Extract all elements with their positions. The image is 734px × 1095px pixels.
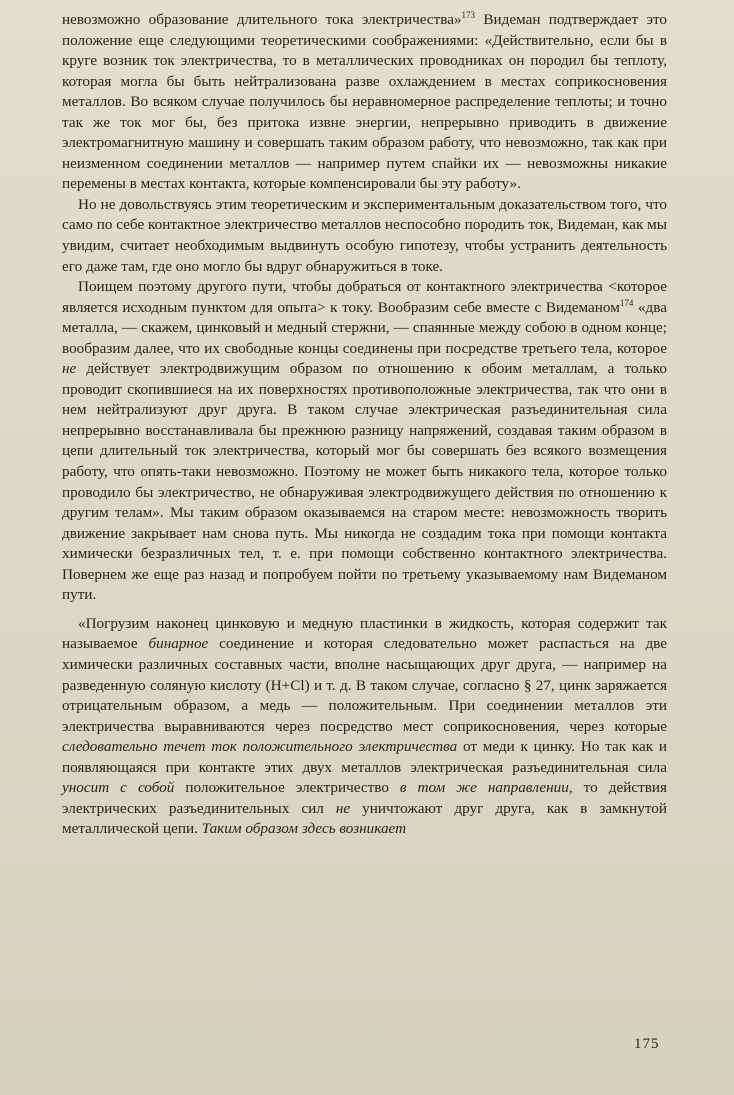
italic-text: следовательно течет ток положительного электричества	[62, 738, 458, 756]
text-run: Поищем поэтому другого пути, чтобы добраться от контактного электричества <которое является исходным пунктом для опыта> к току. Вообразим себе вместе с Видеманом	[62, 278, 667, 316]
footnote-ref: 173	[461, 9, 476, 20]
text-run: действует электродвижущим образом по отношению к обоим металлам, а только проводит скопившиеся на их поверхностях противоположные электричества, так что они в нем нейтрализуют друг друга. В таком случае электрическая разъединительная сила непрерывно восстанавливала бы прежнюю разницу напряжений, создавая таким образом в цепи длительный ток электричества, который мог бы совершать без всякого возмещения работу, что опять-таки невозможно. Поэтому не может быть никакого тела, которое только проводило бы электричество, не обнаруживая электродвижущего действия по отношению к другим телам». Мы таким образом оказываемся на старом месте: невозможность творить движение закрывает нам снова путь. Мы никогда не создадим тока при помощи контакта химически безразличных тел, т. е. при помощи собственно контактного электричества. Повернем же еще раз назад и попробуем пойти по третьему указываемому нам Видеманом пути.	[62, 360, 667, 604]
text-run: Но не довольствуясь этим теоретическим и экспериментальным доказательством того, что само по себе контактное электричество металлов неспособно породить ток, Видеман, как мы увидим, считает необходимым выдвинуть особую гипотезу, чтобы устранить деятельность его даже там, где оно могло бы вдруг обнаружиться в токе.	[62, 195, 667, 275]
italic-text: не	[62, 360, 77, 378]
text-run: Видеман подтверждает это положение еще следующими теоретическими соображениями: «Действительно, если бы в круге возник ток электричества, то в металлических проводниках он породил бы теплоту, которая могла бы быть нейтрализована разве охлаждением в местах соприкосновения металлов. Во всяком случае получилось бы неравномерное распределение теплоты; и точно так же ток мог бы, без притока извне энергии, непрерывно приводить в движение электромагнитную машину и совершать таким образом работу, что невозможно, так как при неизменном соединении металлов — например путем спайки их — невозможны никакие перемены в местах контакта, которые компенсировали бы эту работу».	[62, 11, 667, 193]
paragraph-3	[62, 277, 667, 606]
text-run: уничтожают друг друга, как в замкнутой металлической цепи.	[62, 799, 667, 838]
body-text	[62, 10, 667, 840]
paragraph-2	[62, 195, 667, 277]
text-run: то действия электрических разъединительных сил	[62, 779, 667, 817]
page-number: 175	[634, 1036, 660, 1052]
text-run: невозможно образование длительного тока электричества»	[62, 11, 462, 28]
paragraph-1	[62, 10, 667, 195]
paragraph-4	[62, 614, 667, 840]
text-run: «Погрузим наконец цинковую и медную пластинки в жидкость, которая содержит так называемое	[62, 614, 667, 653]
italic-text: уносит с собой	[62, 779, 175, 797]
text-run: положительное электричество	[174, 779, 400, 797]
italic-text: в том же направлении,	[399, 779, 573, 797]
text-run: «два металла, — скажем, цинковый и медный стержни, — спаянные между собою в одном конце; вообразим далее, что их свободные концы соединены при посредстве третьего тела, которое	[62, 298, 667, 357]
italic-text: бинарное	[148, 635, 209, 653]
italic-text: Таким образом здесь возникает	[201, 820, 407, 838]
footnote-ref: 174	[619, 297, 634, 308]
italic-text: не	[335, 799, 351, 817]
text-run: соединение и которая следовательно может распасться на две химически различных составных части, вполне насыщающих друг друга, — например на разведенную соляную кислоту (H+Cl) и т. д. В таком случае, согласно § 27, цинк заряжается отрицательным образом, а медь — положительным. При соединении металлов эти электричества выравниваются через посредство мест соприкосновения, через которые	[62, 635, 667, 735]
text-run: от меди к цинку. Но так как и появляющаяся при контакте этих двух металлов электрическая разъединительная сила	[62, 738, 667, 776]
